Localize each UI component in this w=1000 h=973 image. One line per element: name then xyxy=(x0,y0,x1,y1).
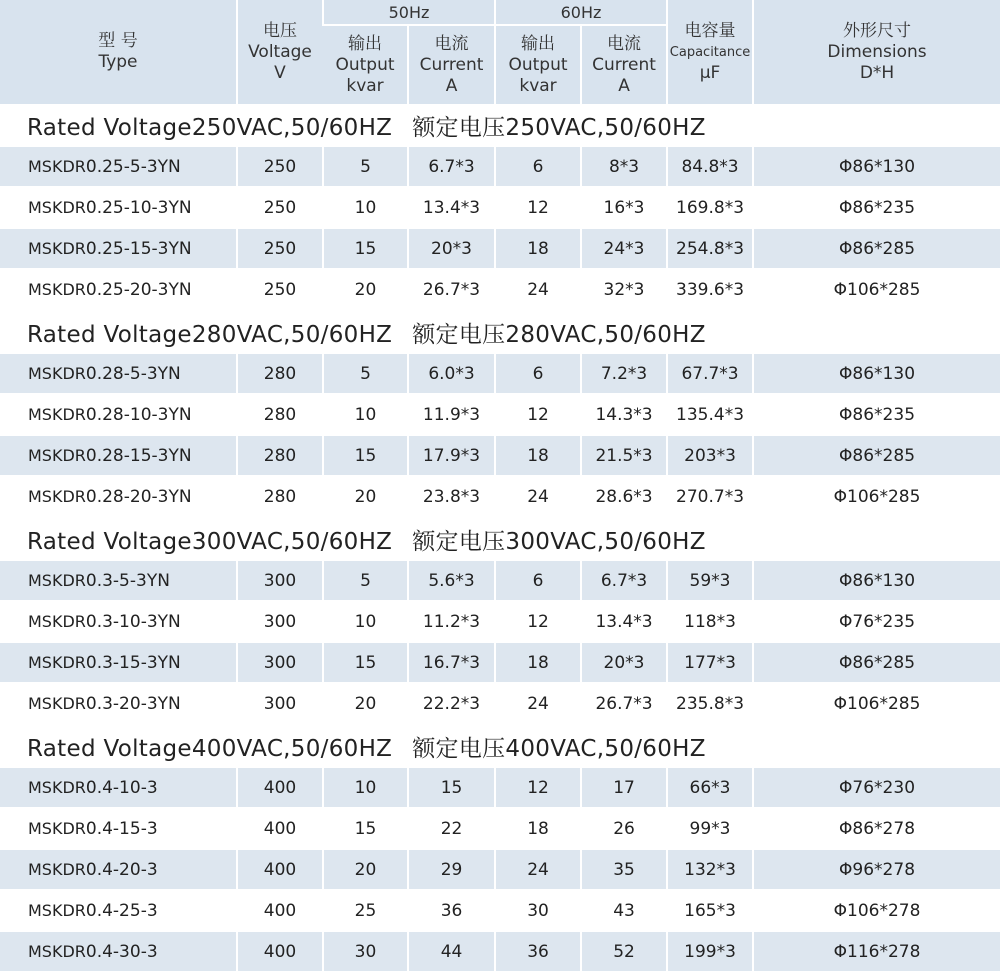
model-prefix: MSKDR xyxy=(28,859,86,879)
section-title-cn: 额定电压280VAC,50/60HZ xyxy=(412,322,706,348)
cell-current-60: 28.6*3 xyxy=(581,476,667,517)
cell-type xyxy=(0,147,237,187)
cell-current-60: 6.7*3 xyxy=(581,561,667,601)
cell-type xyxy=(0,476,237,517)
table-row xyxy=(0,147,1000,187)
cell-output-50: 15 xyxy=(323,642,408,683)
cell-voltage: 400 xyxy=(237,931,323,972)
header-output-cn: 输出 xyxy=(521,33,556,54)
cell-type xyxy=(0,394,237,435)
cell-capacitance: 59*3 xyxy=(667,561,753,601)
model-number: 0.28-5-3YN xyxy=(85,363,181,384)
model-prefix: MSKDR xyxy=(28,486,86,506)
cell-output-60: 36 xyxy=(495,931,581,972)
header-current-60 xyxy=(581,25,667,104)
cell-current-50: 11.9*3 xyxy=(408,394,495,435)
cell-capacitance: 84.8*3 xyxy=(667,147,753,187)
cell-type xyxy=(0,561,237,601)
model-number: 0.25-10-3YN xyxy=(85,197,192,218)
cell-output-50: 25 xyxy=(323,890,408,931)
cell-voltage: 300 xyxy=(237,683,323,724)
header-dimensions xyxy=(753,0,1000,104)
table-row xyxy=(0,683,1000,724)
cell-type xyxy=(0,187,237,228)
model-number: 0.4-30-3 xyxy=(85,941,158,962)
cell-current-50: 11.2*3 xyxy=(408,601,495,642)
header-output-50 xyxy=(323,25,408,104)
section-title-cn: 额定电压300VAC,50/60HZ xyxy=(412,529,706,555)
cell-current-60: 7.2*3 xyxy=(581,354,667,394)
cell-output-50: 5 xyxy=(323,354,408,394)
cell-dimensions: Φ86*285 xyxy=(753,228,1000,269)
header-type-en: Type xyxy=(98,52,138,72)
cell-output-60: 12 xyxy=(495,768,581,808)
cell-dimensions: Φ86*130 xyxy=(753,147,1000,187)
model-prefix: MSKDR xyxy=(28,652,86,672)
table-row xyxy=(0,561,1000,601)
cell-current-60: 14.3*3 xyxy=(581,394,667,435)
header-dimensions-cn: 外形尺寸 xyxy=(843,20,912,41)
header-current-en: Current xyxy=(419,54,484,75)
cell-capacitance: 165*3 xyxy=(667,890,753,931)
table-row xyxy=(0,187,1000,228)
cell-output-60: 6 xyxy=(495,147,581,187)
cell-capacitance: 132*3 xyxy=(667,849,753,890)
cell-current-50: 15 xyxy=(408,768,495,808)
cell-output-60: 12 xyxy=(495,601,581,642)
cell-type xyxy=(0,890,237,931)
cell-voltage: 300 xyxy=(237,601,323,642)
cell-output-60: 12 xyxy=(495,187,581,228)
cell-current-50: 17.9*3 xyxy=(408,435,495,476)
cell-current-60: 21.5*3 xyxy=(581,435,667,476)
cell-voltage: 250 xyxy=(237,269,323,310)
model-number: 0.4-15-3 xyxy=(85,818,158,839)
cell-capacitance: 66*3 xyxy=(667,768,753,808)
cell-current-50: 22 xyxy=(408,808,495,849)
cell-current-50: 6.0*3 xyxy=(408,354,495,394)
section-title-row xyxy=(0,310,1000,354)
cell-voltage: 400 xyxy=(237,768,323,808)
cell-dimensions: Φ86*130 xyxy=(753,354,1000,394)
table-header xyxy=(0,0,1000,104)
model-number: 0.25-20-3YN xyxy=(85,279,192,300)
cell-output-60: 18 xyxy=(495,642,581,683)
model-number: 0.3-5-3YN xyxy=(85,570,170,591)
cell-type xyxy=(0,808,237,849)
cell-output-60: 24 xyxy=(495,476,581,517)
cell-current-50: 22.2*3 xyxy=(408,683,495,724)
model-number: 0.3-15-3YN xyxy=(85,652,181,673)
cell-output-60: 18 xyxy=(495,808,581,849)
model-prefix: MSKDR xyxy=(28,445,86,465)
section-title-en: Rated Voltage250VAC,50/60HZ xyxy=(27,115,393,141)
model-prefix: MSKDR xyxy=(28,238,86,258)
model-number: 0.4-25-3 xyxy=(85,900,158,921)
cell-dimensions: Φ86*278 xyxy=(753,808,1000,849)
model-number: 0.3-20-3YN xyxy=(85,693,181,714)
cell-voltage: 400 xyxy=(237,890,323,931)
header-output-en: Output xyxy=(335,54,395,75)
cell-capacitance: 270.7*3 xyxy=(667,476,753,517)
section-title-en: Rated Voltage300VAC,50/60HZ xyxy=(27,529,393,555)
model-prefix: MSKDR xyxy=(28,197,86,217)
cell-type xyxy=(0,269,237,310)
cell-voltage: 300 xyxy=(237,561,323,601)
cell-current-60: 43 xyxy=(581,890,667,931)
section-title xyxy=(0,104,1000,147)
header-output-60 xyxy=(495,25,581,104)
header-dimensions-en: Dimensions xyxy=(827,41,927,62)
model-prefix: MSKDR xyxy=(28,818,86,838)
header-current-en: Current xyxy=(592,54,656,75)
cell-output-60: 30 xyxy=(495,890,581,931)
cell-output-60: 12 xyxy=(495,394,581,435)
cell-output-50: 15 xyxy=(323,435,408,476)
header-voltage-en: Voltage xyxy=(248,41,312,62)
model-number: 0.4-10-3 xyxy=(85,777,158,798)
cell-output-60: 6 xyxy=(495,354,581,394)
section-title-en: Rated Voltage400VAC,50/60HZ xyxy=(27,736,393,762)
cell-capacitance: 339.6*3 xyxy=(667,269,753,310)
cell-current-60: 17 xyxy=(581,768,667,808)
model-prefix: MSKDR xyxy=(28,363,86,383)
cell-output-60: 24 xyxy=(495,683,581,724)
section-title-row xyxy=(0,104,1000,147)
cell-output-50: 30 xyxy=(323,931,408,972)
cell-dimensions: Φ86*235 xyxy=(753,394,1000,435)
header-freq-50: 50Hz xyxy=(323,0,495,25)
cell-type xyxy=(0,683,237,724)
cell-dimensions: Φ106*278 xyxy=(753,890,1000,931)
section-title-cn: 额定电压400VAC,50/60HZ xyxy=(412,736,706,762)
model-prefix: MSKDR xyxy=(28,404,86,424)
table-row xyxy=(0,931,1000,972)
cell-dimensions: Φ106*285 xyxy=(753,476,1000,517)
section-title xyxy=(0,724,1000,768)
cell-current-50: 23.8*3 xyxy=(408,476,495,517)
cell-current-60: 35 xyxy=(581,849,667,890)
cell-capacitance: 67.7*3 xyxy=(667,354,753,394)
cell-output-50: 5 xyxy=(323,147,408,187)
header-capacitance-cn: 电容量 xyxy=(684,20,736,41)
cell-type xyxy=(0,601,237,642)
section-title xyxy=(0,517,1000,561)
cell-output-50: 15 xyxy=(323,808,408,849)
model-number: 0.4-20-3 xyxy=(85,859,158,880)
cell-voltage: 280 xyxy=(237,435,323,476)
header-current-unit: A xyxy=(445,75,458,96)
table-body xyxy=(0,104,1000,972)
cell-current-50: 16.7*3 xyxy=(408,642,495,683)
model-prefix: MSKDR xyxy=(28,570,86,590)
cell-output-50: 5 xyxy=(323,561,408,601)
cell-output-60: 24 xyxy=(495,269,581,310)
cell-current-50: 20*3 xyxy=(408,228,495,269)
cell-current-60: 16*3 xyxy=(581,187,667,228)
cell-current-50: 26.7*3 xyxy=(408,269,495,310)
cell-current-60: 8*3 xyxy=(581,147,667,187)
cell-voltage: 300 xyxy=(237,642,323,683)
header-voltage-unit: V xyxy=(274,62,286,83)
header-capacitance-en: Capacitance xyxy=(669,44,751,60)
cell-output-60: 18 xyxy=(495,435,581,476)
cell-dimensions: Φ106*285 xyxy=(753,683,1000,724)
header-current-cn: 电流 xyxy=(607,33,642,54)
cell-capacitance: 99*3 xyxy=(667,808,753,849)
cell-dimensions: Φ106*285 xyxy=(753,269,1000,310)
section-title-row xyxy=(0,517,1000,561)
cell-current-60: 20*3 xyxy=(581,642,667,683)
table-row xyxy=(0,394,1000,435)
table-row xyxy=(0,269,1000,310)
table-row xyxy=(0,808,1000,849)
cell-capacitance: 177*3 xyxy=(667,642,753,683)
cell-type xyxy=(0,354,237,394)
cell-current-60: 32*3 xyxy=(581,269,667,310)
cell-capacitance: 199*3 xyxy=(667,931,753,972)
cell-dimensions: Φ116*278 xyxy=(753,931,1000,972)
model-prefix: MSKDR xyxy=(28,693,86,713)
cell-output-50: 20 xyxy=(323,269,408,310)
header-current-50 xyxy=(408,25,495,104)
header-capacitance-unit: μF xyxy=(699,62,721,83)
cell-output-60: 6 xyxy=(495,561,581,601)
model-number: 0.25-5-3YN xyxy=(85,156,181,177)
section-title-cn: 额定电压250VAC,50/60HZ xyxy=(412,115,706,141)
model-number: 0.3-10-3YN xyxy=(85,611,181,632)
cell-current-60: 13.4*3 xyxy=(581,601,667,642)
cell-type xyxy=(0,768,237,808)
model-prefix: MSKDR xyxy=(28,156,86,176)
cell-voltage: 400 xyxy=(237,849,323,890)
cell-output-50: 10 xyxy=(323,394,408,435)
section-title-row xyxy=(0,724,1000,768)
cell-output-50: 20 xyxy=(323,849,408,890)
model-prefix: MSKDR xyxy=(28,611,86,631)
cell-dimensions: Φ86*235 xyxy=(753,187,1000,228)
model-number: 0.25-15-3YN xyxy=(85,238,192,259)
model-number: 0.28-20-3YN xyxy=(85,486,192,507)
header-capacitance xyxy=(667,0,753,104)
cell-capacitance: 254.8*3 xyxy=(667,228,753,269)
table-row xyxy=(0,890,1000,931)
cell-dimensions: Φ96*278 xyxy=(753,849,1000,890)
table-row xyxy=(0,642,1000,683)
cell-type xyxy=(0,435,237,476)
cell-current-50: 5.6*3 xyxy=(408,561,495,601)
cell-dimensions: Φ76*235 xyxy=(753,601,1000,642)
table-row xyxy=(0,435,1000,476)
header-type-cn: 型 号 xyxy=(98,31,138,51)
header-output-unit: kvar xyxy=(346,75,384,96)
cell-dimensions: Φ76*230 xyxy=(753,768,1000,808)
cell-capacitance: 235.8*3 xyxy=(667,683,753,724)
cell-capacitance: 169.8*3 xyxy=(667,187,753,228)
cell-current-50: 29 xyxy=(408,849,495,890)
cell-voltage: 250 xyxy=(237,187,323,228)
cell-type xyxy=(0,931,237,972)
cell-capacitance: 135.4*3 xyxy=(667,394,753,435)
cell-current-50: 44 xyxy=(408,931,495,972)
table-row xyxy=(0,849,1000,890)
header-current-unit: A xyxy=(618,75,630,96)
table-row xyxy=(0,354,1000,394)
model-number: 0.28-10-3YN xyxy=(85,404,192,425)
cell-dimensions: Φ86*130 xyxy=(753,561,1000,601)
model-prefix: MSKDR xyxy=(28,279,86,299)
header-voltage-cn: 电压 xyxy=(263,20,297,41)
model-prefix: MSKDR xyxy=(28,777,86,797)
cell-voltage: 280 xyxy=(237,354,323,394)
header-output-en: Output xyxy=(508,54,568,75)
cell-current-60: 26.7*3 xyxy=(581,683,667,724)
cell-current-60: 24*3 xyxy=(581,228,667,269)
cell-capacitance: 203*3 xyxy=(667,435,753,476)
header-output-unit: kvar xyxy=(519,75,557,96)
cell-capacitance: 118*3 xyxy=(667,601,753,642)
cell-voltage: 250 xyxy=(237,228,323,269)
table-row xyxy=(0,768,1000,808)
model-prefix: MSKDR xyxy=(28,941,86,961)
header-output-cn: 输出 xyxy=(348,33,382,54)
header-voltage xyxy=(237,0,323,104)
cell-voltage: 280 xyxy=(237,394,323,435)
cell-dimensions: Φ86*285 xyxy=(753,435,1000,476)
cell-current-50: 36 xyxy=(408,890,495,931)
cell-output-50: 10 xyxy=(323,601,408,642)
header-dimensions-unit: D*H xyxy=(859,62,895,83)
cell-current-60: 26 xyxy=(581,808,667,849)
cell-current-50: 6.7*3 xyxy=(408,147,495,187)
header-current-cn: 电流 xyxy=(434,33,469,54)
cell-type xyxy=(0,228,237,269)
cell-voltage: 280 xyxy=(237,476,323,517)
section-title xyxy=(0,310,1000,354)
cell-output-50: 10 xyxy=(323,768,408,808)
cell-voltage: 400 xyxy=(237,808,323,849)
table-row xyxy=(0,476,1000,517)
cell-type xyxy=(0,849,237,890)
table-row xyxy=(0,228,1000,269)
cell-voltage: 250 xyxy=(237,147,323,187)
model-number: 0.28-15-3YN xyxy=(85,445,192,466)
cell-current-60: 52 xyxy=(581,931,667,972)
table-row xyxy=(0,601,1000,642)
header-freq-60: 60Hz xyxy=(495,0,667,25)
header-type xyxy=(0,0,237,104)
cell-output-50: 20 xyxy=(323,683,408,724)
cell-output-50: 20 xyxy=(323,476,408,517)
cell-output-50: 15 xyxy=(323,228,408,269)
section-title-en: Rated Voltage280VAC,50/60HZ xyxy=(27,322,393,348)
cell-output-60: 18 xyxy=(495,228,581,269)
cell-output-60: 24 xyxy=(495,849,581,890)
cell-type xyxy=(0,642,237,683)
cell-current-50: 13.4*3 xyxy=(408,187,495,228)
cell-dimensions: Φ86*285 xyxy=(753,642,1000,683)
cell-output-50: 10 xyxy=(323,187,408,228)
model-prefix: MSKDR xyxy=(28,900,86,920)
